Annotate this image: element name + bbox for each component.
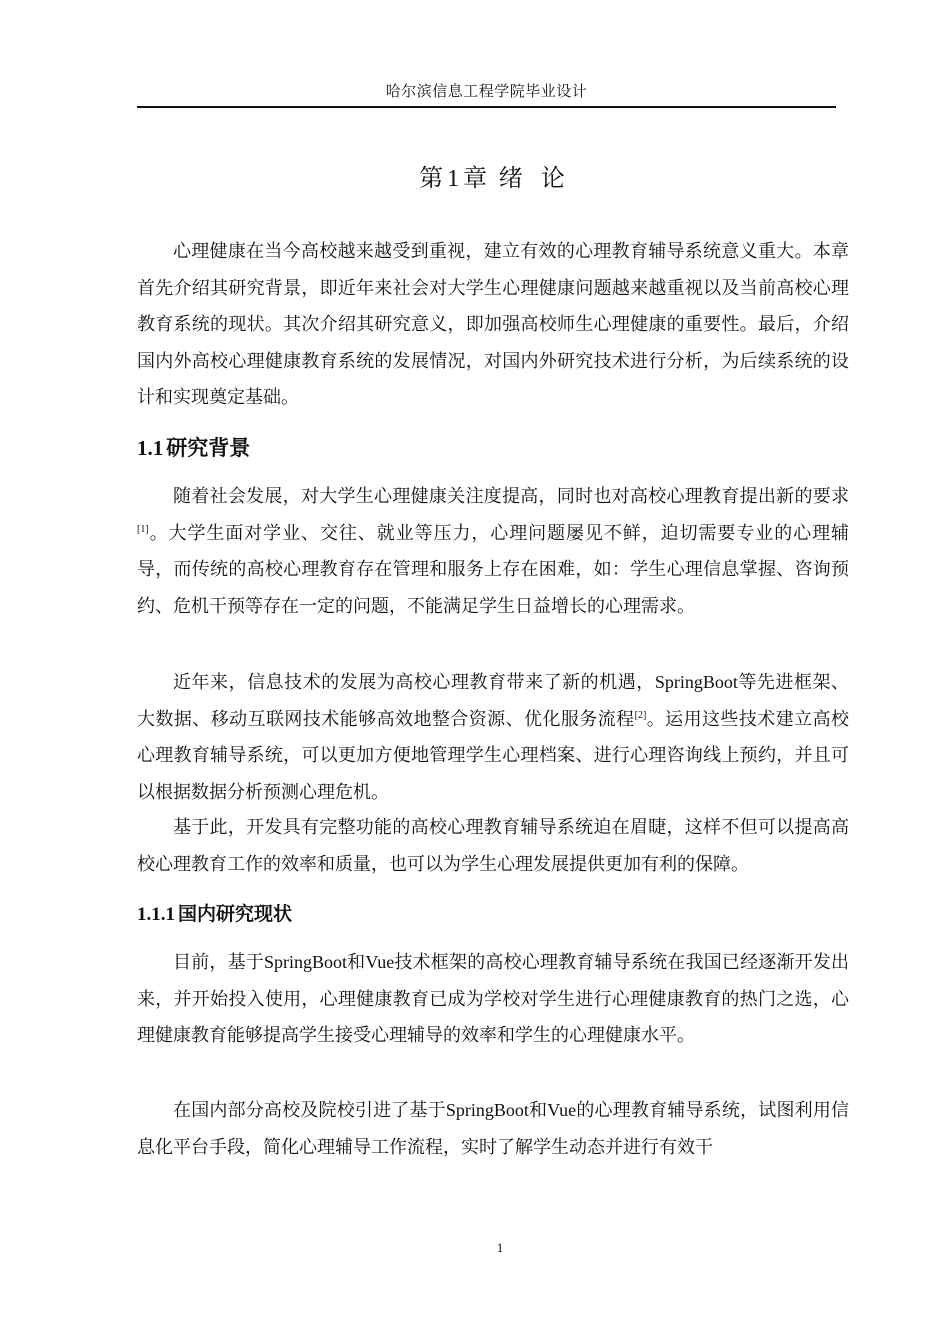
- text-run: 目前，基于: [173, 952, 264, 973]
- background-paragraph-2: [137, 664, 849, 811]
- chapter-prefix: 第: [419, 164, 446, 192]
- term-vue: Vue: [547, 1100, 577, 1120]
- subsection-title: 国内研究现状: [178, 903, 293, 925]
- section-title: 研究背景: [166, 435, 251, 460]
- section-number: 1.1: [137, 436, 164, 460]
- subsection-number: 1.1.1: [137, 904, 175, 925]
- page-number: 1: [496, 1240, 504, 1255]
- chapter-number: 1: [447, 166, 462, 192]
- text-run: 技术框架的高校心理教育辅导系统在我国已经逐渐开发出来，并开始投入使用，心理健康教育已成为学校对学生进行心理健康教育的热门之选，心理健康教育能够提高学生接受心理辅导的效率和学生的心理健康水平。: [137, 952, 850, 1047]
- text-run: 和: [528, 1100, 548, 1121]
- page-header: [137, 78, 836, 108]
- text-run: 等先进框架、大数据、移动互联网技术能够高效地整合资源、优化服务流程: [137, 672, 850, 730]
- text-run: 近年来，信息技术的发展为高校心理教育带来了新的机遇，: [173, 672, 655, 693]
- text-run: 。大学生面对学业、交往、就业等压力，心理问题屡见不鲜，迫切需要专业的心理辅导，而传统的高校心理教育存在管理和服务上存在困难，如：学生心理信息掌握、咨询预约、危机干预等存在一定的问题，不能满足学生日益增长的心理需求。: [137, 522, 849, 617]
- background-paragraph-1: [137, 479, 849, 625]
- section-heading-1-1: [137, 433, 250, 463]
- text-run: 在国内部分高校及院校引进了基于: [173, 1100, 446, 1121]
- text-run: 随着社会发展，对大学生心理健康关注度提高，同时也对高校心理教育提出新的要求: [173, 486, 849, 507]
- background-paragraph-3: 基于此，开发具有完整功能的高校心理教育辅导系统迫在眉睫，这样不但可以提高高校心理教育工作的效率和质量，也可以为学生心理发展提供更加有利的保障。: [137, 817, 849, 875]
- domestic-paragraph-2: [137, 1092, 849, 1166]
- running-title: 哈尔滨信息工程学院毕业设计: [385, 82, 588, 100]
- chapter-title-end: 论: [540, 164, 567, 192]
- term-springboot: SpringBoot: [654, 672, 738, 692]
- term-springboot: SpringBoot: [263, 952, 347, 972]
- domestic-paragraph-1: [137, 944, 849, 1055]
- term-springboot: SpringBoot: [445, 1100, 529, 1120]
- citation-2: [2]: [634, 709, 647, 721]
- text-run: 和: [346, 952, 366, 973]
- citation-1: [1]: [137, 523, 149, 535]
- text-run: 。运用这些技术建立高校心理教育辅导系统，可以更加方便地管理学生心理档案、进行心理咨询线上预约，并且可以根据数据分析预测心理危机。: [137, 708, 850, 803]
- term-vue: Vue: [365, 952, 395, 972]
- section-heading-1-1-1: [137, 900, 292, 929]
- chapter-title: [137, 158, 849, 199]
- text-run: 的心理教育辅导系统，试图利用信息化平台手段，简化心理辅导工作流程，实时了解学生动态并进行有效干: [137, 1100, 850, 1158]
- intro-paragraph: 心理健康在当今高校越来越受到重视，建立有效的心理教育辅导系统意义重大。本章首先介绍其研究背景，即近年来社会对大学生心理健康问题越来越重视以及当前高校心理教育系统的现状。其次介绍其研究意义，即加强高校师生心理健康的重要性。最后，介绍国内外高校心理健康教育系统的发展情况，对国内外研究技术进行分析，为后续系统的设计和实现奠定基础。: [137, 241, 849, 409]
- chapter-suffix: 章 绪: [463, 164, 525, 192]
